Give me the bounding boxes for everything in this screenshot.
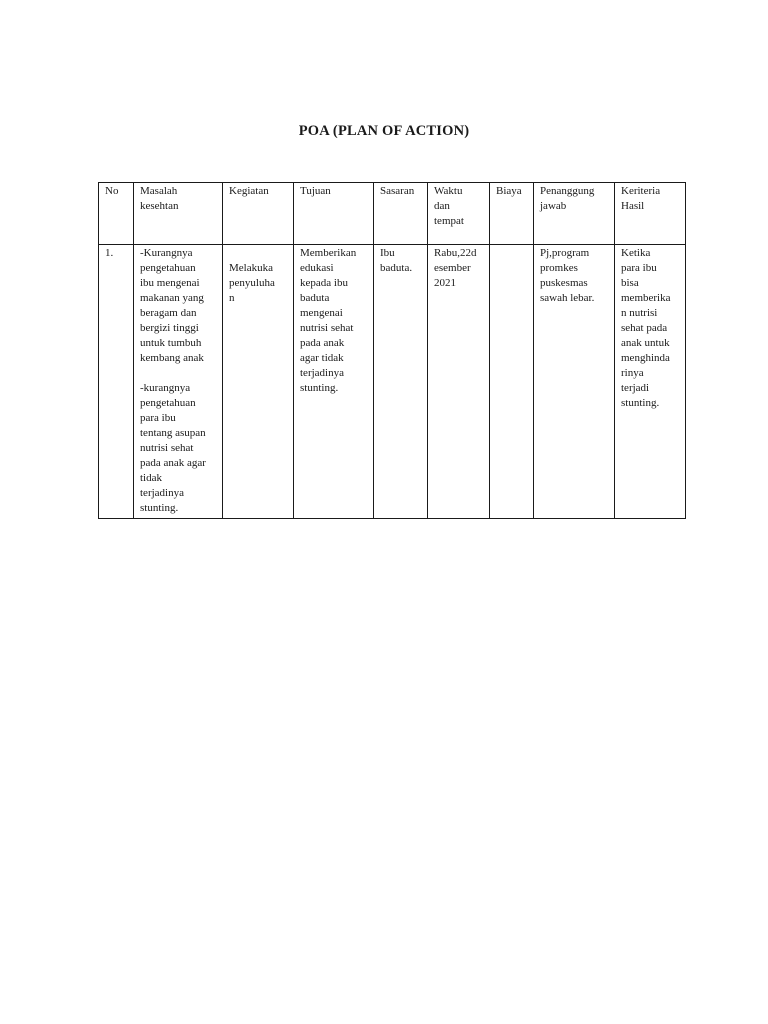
text-line: puskesmas [540, 277, 588, 289]
header-penanggung [534, 183, 615, 245]
cell-kriteria [615, 245, 686, 519]
text-line: tentang asupan [140, 427, 206, 439]
text-line: Ibu [380, 247, 395, 259]
text-line: stunting. [621, 397, 660, 409]
text-line: para ibu [621, 262, 657, 274]
text-line: promkes [540, 262, 578, 274]
text-line: 2021 [434, 277, 456, 289]
text-line: Rabu,22d [434, 247, 477, 259]
cell-kegiatan [223, 245, 294, 519]
text-line: Kegiatan [229, 185, 269, 197]
text-line: para ibu [140, 412, 176, 424]
text-line: mengenai [300, 307, 343, 319]
text-line: tidak [140, 472, 162, 484]
text-line: tempat [434, 215, 464, 227]
text-line: kembang anak [140, 352, 204, 364]
text-line: menghinda [621, 352, 670, 364]
text-line: terjadinya [300, 367, 344, 379]
page-title: POA (PLAN OF ACTION) [298, 123, 470, 139]
text-line: stunting. [140, 502, 179, 514]
text-line: baduta. [380, 262, 413, 274]
text-line: Biaya [496, 185, 522, 197]
header-waktu [428, 183, 490, 245]
cell-penanggung [534, 245, 615, 519]
text-line: baduta [300, 292, 330, 304]
text-line: kepada ibu [300, 277, 348, 289]
text-line: Waktu [434, 185, 463, 197]
masalah-point-2 [140, 381, 217, 516]
header-kegiatan [223, 183, 294, 245]
header-masalah [134, 183, 223, 245]
cell-sasaran [374, 245, 428, 519]
text-line: Tujuan [300, 185, 331, 197]
text-line: stunting. [300, 382, 339, 394]
text-line: bergizi tinggi [140, 322, 199, 334]
text-line: Masalah [140, 185, 178, 197]
text-line: beragam dan [140, 307, 197, 319]
text-line: Sasaran [380, 185, 415, 197]
text-line: Pj,program [540, 247, 590, 259]
text-line: anak untuk [621, 337, 670, 349]
text-line: Hasil [621, 200, 645, 212]
text-line: dan [434, 200, 450, 212]
text-line: pada anak [300, 337, 345, 349]
text-line: pada anak agar [140, 457, 206, 469]
cell-masalah [134, 245, 223, 519]
text-line: n nutrisi [621, 307, 658, 319]
text-line: -kurangnya [140, 382, 191, 394]
cell-no: 1. [99, 245, 134, 519]
cell-tujuan [294, 245, 374, 519]
header-biaya [490, 183, 534, 245]
kegiatan-text [229, 261, 288, 306]
table-row [99, 245, 686, 519]
text-line: pengetahuan [140, 262, 196, 274]
text-line: ibu mengenai [140, 277, 200, 289]
text-line: No [105, 185, 119, 197]
cell-biaya [490, 245, 534, 519]
text-line: sawah lebar. [540, 292, 595, 304]
text-line: makanan yang [140, 292, 204, 304]
text-line: sehat pada [621, 322, 668, 334]
text-line: Penanggung [540, 185, 595, 197]
text-line: nutrisi sehat [140, 442, 194, 454]
text-line: terjadinya [140, 487, 184, 499]
text-line: n [229, 292, 235, 304]
text-line: -Kurangnya [140, 247, 193, 259]
text-line: jawab [540, 200, 567, 212]
masalah-point-1 [140, 246, 217, 366]
text-line: penyuluha [229, 277, 275, 289]
text-line: bisa [621, 277, 639, 289]
text-line: Ketika [621, 247, 651, 259]
table-header-row [99, 183, 686, 245]
text-line: Memberikan [300, 247, 357, 259]
text-line: pengetahuan [140, 397, 196, 409]
header-tujuan [294, 183, 374, 245]
text-line: memberika [621, 292, 671, 304]
text-line: esember [434, 262, 471, 274]
text-line: nutrisi sehat [300, 322, 354, 334]
text-line: terjadi [621, 382, 650, 394]
header-no [99, 183, 134, 245]
text-line: kesehtan [140, 200, 179, 212]
text-line: agar tidak [300, 352, 344, 364]
text-line: Keriteria [621, 185, 661, 197]
header-sasaran [374, 183, 428, 245]
header-kriteria [615, 183, 686, 245]
poa-table [98, 182, 686, 519]
cell-waktu [428, 245, 490, 519]
text-line: untuk tumbuh [140, 337, 202, 349]
text-line: rinya [621, 367, 644, 379]
text-line: Melakuka [229, 262, 273, 274]
text-line: edukasi [300, 262, 334, 274]
